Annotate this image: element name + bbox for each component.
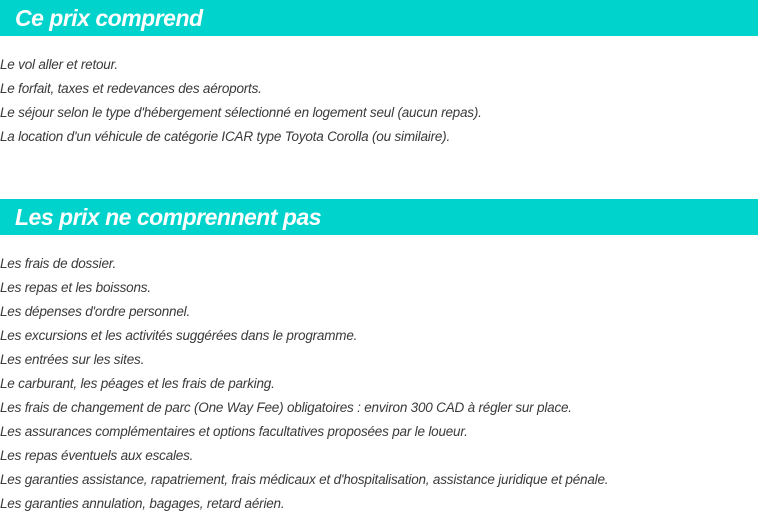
excluded-heading: Les prix ne comprennent pas xyxy=(0,199,758,235)
list-item: Les dépenses d'ordre personnel. xyxy=(0,304,191,319)
list-item: Les assurances complémentaires et options facultatives proposées par le loueur. xyxy=(0,424,468,439)
list-item: Les entrées sur les sites. xyxy=(0,352,145,367)
list-item: Les garanties annulation, bagages, retard aérien. xyxy=(0,496,285,511)
list-item: Le forfait, taxes et redevances des aéroports. xyxy=(0,81,262,96)
list-item: Les frais de changement de parc (One Way Fee) obligatoires : environ 300 CAD à régler sur place. xyxy=(0,400,572,415)
list-item: Le vol aller et retour. xyxy=(0,57,118,72)
included-list xyxy=(0,53,758,149)
included-section xyxy=(0,0,758,149)
list-item: Les frais de dossier. xyxy=(0,256,117,271)
list-item: Le carburant, les péages et les frais de parking. xyxy=(0,376,275,391)
included-heading: Ce prix comprend xyxy=(0,0,758,36)
list-item: Les repas éventuels aux escales. xyxy=(0,448,194,463)
list-item: Les excursions et les activités suggérées dans le programme. xyxy=(0,328,358,343)
excluded-list xyxy=(0,252,758,516)
list-item: Les repas et les boissons. xyxy=(0,280,151,295)
list-item: Les garanties assistance, rapatriement, frais médicaux et d'hospitalisation, assistance juridique et pénale. xyxy=(0,472,609,487)
list-item: La location d'un véhicule de catégorie ICAR type Toyota Corolla (ou similaire). xyxy=(0,129,451,144)
excluded-section xyxy=(0,199,758,516)
list-item: Le séjour selon le type d'hébergement sélectionné en logement seul (aucun repas). xyxy=(0,105,482,120)
